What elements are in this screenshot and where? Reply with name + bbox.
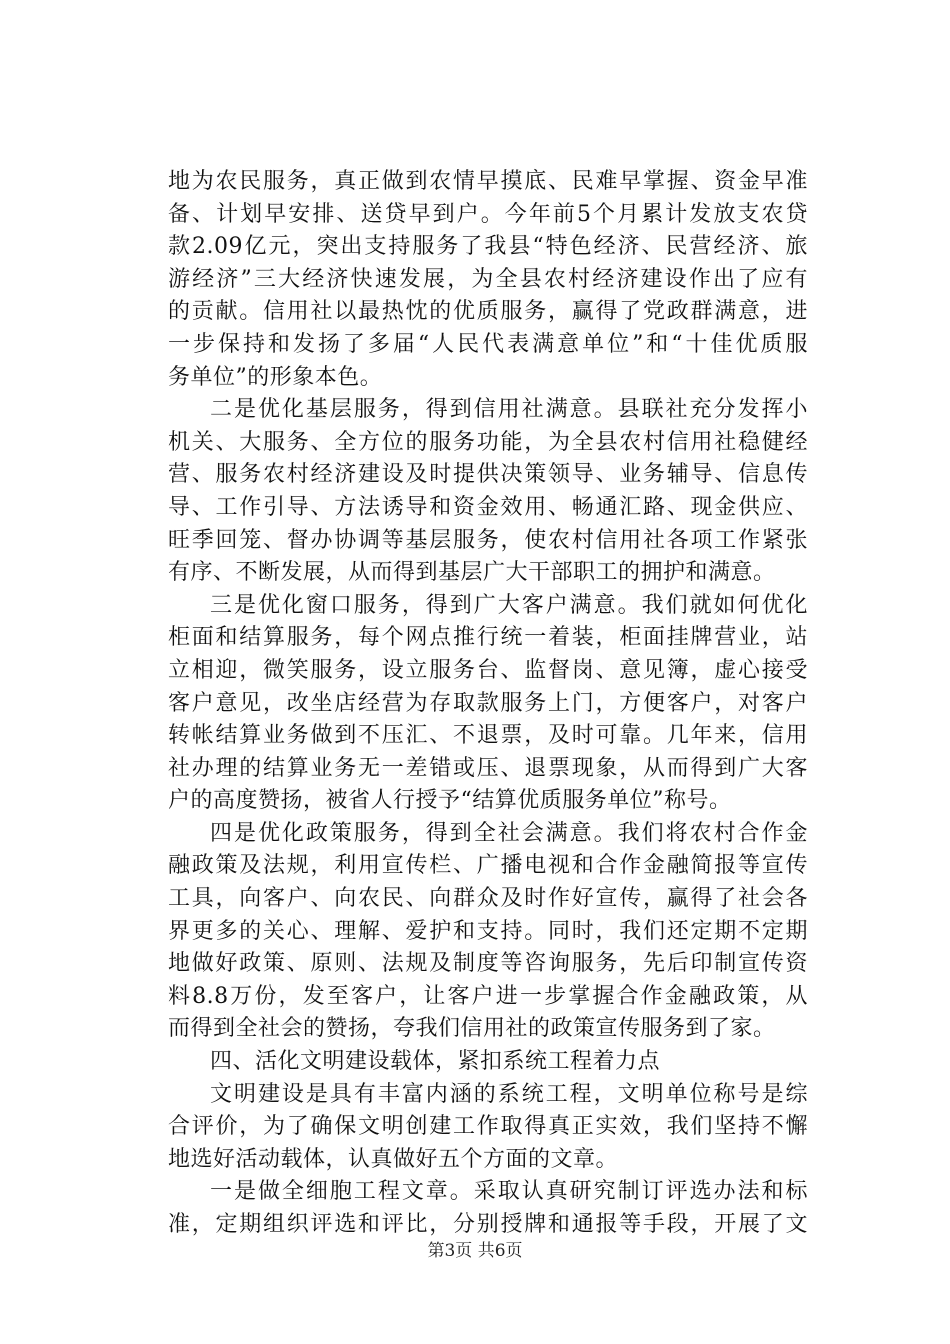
text-line: 立相迎，微笑服务，设立服务台、监督岗、意见簿，虚心接受 bbox=[168, 657, 808, 683]
body-text bbox=[168, 166, 808, 1242]
text-line: 准，定期组织评选和评比，分别授牌和通报等手段，开展了文 bbox=[168, 1212, 808, 1237]
paragraph-start-line: 一是做全细胞工程文章。采取认真研究制订评选办法和标 bbox=[210, 1179, 808, 1205]
text-line: 料8.8万份，发至客户，让客户进一步掌握合作金融政策，从 bbox=[168, 983, 808, 1009]
text-line: 而得到全社会的赞扬，夸我们信用社的政策宣传服务到了家。 bbox=[168, 1016, 776, 1042]
text-line: 合评价，为了确保文明创建工作取得真正实效，我们坚持不懈 bbox=[168, 1114, 808, 1140]
text-line: 一步保持和发扬了多届“人民代表满意单位”和“十佳优质服 bbox=[168, 331, 808, 357]
text-line: 地做好政策、原则、法规及制度等咨询服务，先后印制宣传资 bbox=[168, 951, 808, 977]
text-line: 营、服务农村经济建设及时提供决策领导、业务辅导、信息传 bbox=[168, 462, 808, 488]
text-line: 的贡献。信用社以最热忱的优质服务，赢得了党政群满意，进 bbox=[168, 299, 808, 325]
page-footer: 第3页 共6页 bbox=[427, 1241, 523, 1261]
text-line: 客户意见，改坐店经营为存取款服务上门，方便客户，对客户 bbox=[168, 690, 808, 716]
section-heading: 四、活化文明建设载体，紧扣系统工程着力点 bbox=[210, 1049, 661, 1075]
paragraph-start-line: 文明建设是具有丰富内涵的系统工程，文明单位称号是综 bbox=[210, 1081, 808, 1107]
text-line: 款2.09亿元，突出支持服务了我县“特色经济、民营经济、旅 bbox=[168, 234, 808, 260]
text-line: 机关、大服务、全方位的服务功能，为全县农村信用社稳健经 bbox=[168, 429, 808, 455]
text-line: 柜面和结算服务，每个网点推行统一着装，柜面挂牌营业，站 bbox=[168, 625, 808, 651]
text-line: 界更多的关心、理解、爱护和支持。同时，我们还定期不定期 bbox=[168, 918, 808, 944]
text-line: 融政策及法规，利用宣传栏、广播电视和合作金融简报等宣传 bbox=[168, 853, 808, 879]
text-line: 工具，向客户、向农民、向群众及时作好宣传，赢得了社会各 bbox=[168, 886, 808, 912]
text-line: 导、工作引导、方法诱导和资金效用、畅通汇路、现金供应、 bbox=[168, 494, 808, 520]
text-line: 转帐结算业务做到不压汇、不退票，及时可靠。几年来，信用 bbox=[168, 723, 808, 749]
paragraph-start-line: 三是优化窗口服务，得到广大客户满意。我们就如何优化 bbox=[210, 592, 808, 618]
text-line: 有序、不断发展，从而得到基层广大干部职工的拥护和满意。 bbox=[168, 560, 776, 586]
text-line: 备、计划早安排、送贷早到户。今年前5个月累计发放支农贷 bbox=[168, 201, 808, 227]
text-line: 社办理的结算业务无一差错或压、退票现象，从而得到广大客 bbox=[168, 755, 808, 781]
text-line: 地为农民服务，真正做到农情早摸底、民难早掌握、资金早准 bbox=[168, 169, 808, 194]
text-line: 旺季回笼、督办协调等基层服务，使农村信用社各项工作紧张 bbox=[168, 527, 808, 553]
text-line: 户的高度赞扬，被省人行授予“结算优质服务单位”称号。 bbox=[168, 788, 732, 814]
text-line: 地选好活动载体，认真做好五个方面的文章。 bbox=[168, 1146, 619, 1172]
paragraph-start-line: 二是优化基层服务，得到信用社满意。县联社充分发挥小 bbox=[210, 397, 808, 423]
text-line: 务单位”的形象本色。 bbox=[168, 364, 383, 390]
paragraph-start-line: 四是优化政策服务，得到全社会满意。我们将农村合作金 bbox=[210, 820, 808, 846]
text-line: 游经济”三大经济快速发展，为全县农村经济建设作出了应有 bbox=[168, 266, 808, 292]
